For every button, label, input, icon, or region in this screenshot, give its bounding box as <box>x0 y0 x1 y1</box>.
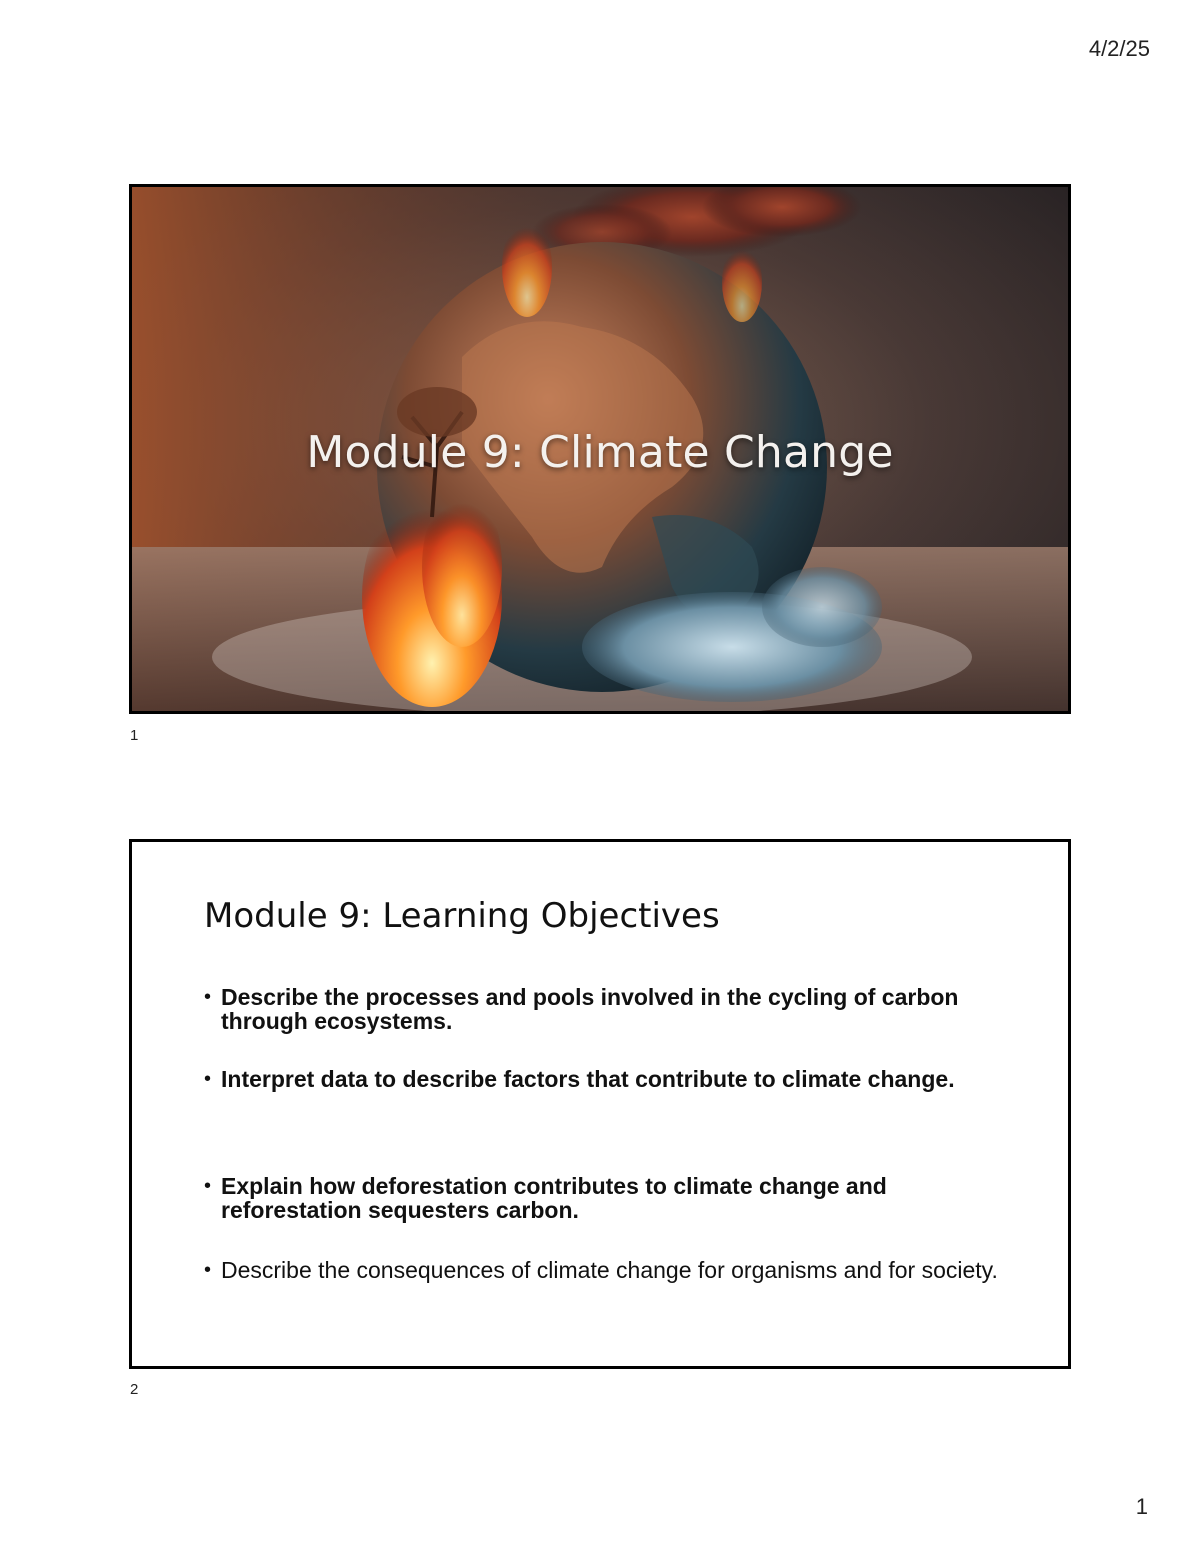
bullet-icon: • <box>204 986 212 1008</box>
bullet-icon: • <box>204 1068 212 1090</box>
slide-title: Module 9: Learning Objectives <box>204 896 720 936</box>
objective-item <box>204 1258 1004 1282</box>
bullet-icon: • <box>204 1175 212 1197</box>
objective-item <box>204 1174 1004 1222</box>
objective-item <box>204 985 1004 1033</box>
page-number: 1 <box>1135 1494 1148 1519</box>
objective-item <box>204 1067 1004 1091</box>
objective-text: Explain how deforestation contributes to climate change and reforestation sequesters carbon. <box>221 1173 887 1223</box>
objective-text: Interpret data to describe factors that contribute to climate change. <box>221 1066 955 1092</box>
slide-2-learning-objectives <box>129 839 1071 1369</box>
objective-text: Describe the consequences of climate change for organisms and for society. <box>221 1257 998 1283</box>
printout-date: 4/2/25 <box>1088 36 1150 61</box>
slide-number-label: 1 <box>130 727 139 744</box>
slide-1-title-slide <box>129 184 1071 714</box>
slide-title: Module 9: Climate Change <box>306 427 894 478</box>
slide-number-label: 2 <box>130 1381 139 1398</box>
objective-text: Describe the processes and pools involved in the cycling of carbon through ecosystems. <box>221 984 959 1034</box>
bullet-icon: • <box>204 1259 212 1281</box>
